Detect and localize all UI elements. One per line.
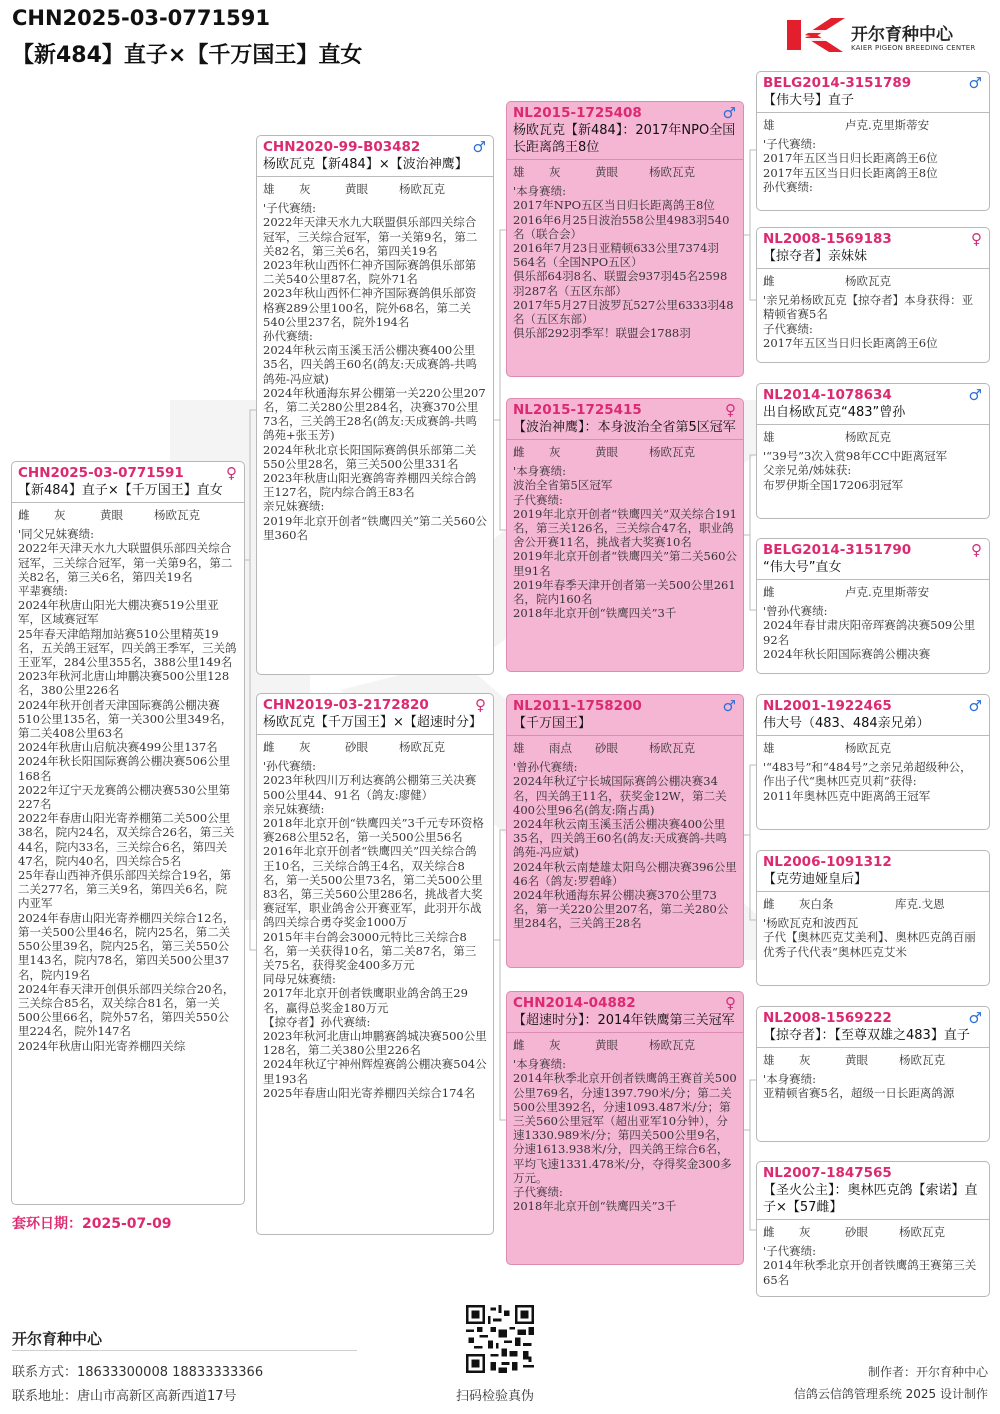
pigeon-card-ssd[interactable] — [756, 227, 990, 363]
pigeon-attributes — [763, 741, 983, 755]
pigeon-card-sss[interactable] — [756, 71, 990, 211]
eye-attr: 砂眼 — [595, 741, 618, 755]
color-attr: 灰 — [799, 1225, 811, 1239]
pigeon-name: 【克劳迪娅皇后】 — [763, 872, 868, 887]
strain-attr: 杨欧瓦克 — [845, 274, 891, 288]
pigeon-detail: '“39号”3次入赏98年CC中距离冠军 父亲兄弟/姊妹获: 布罗伊斯全国17206羽冠军 — [763, 449, 948, 492]
pigeon-attributes — [513, 165, 737, 179]
pigeon-name: 杨欧瓦克【新484】×【波治神鹰】 — [263, 157, 468, 172]
brand-name-en: KAIER PIGEON BREEDING CENTER — [851, 44, 976, 52]
strain-attr: 杨欧瓦克 — [649, 445, 695, 459]
pigeon-name: 杨欧瓦克【新484】：2017年NPO全国长距离鸽王8位 — [513, 123, 736, 155]
ring-date: 套环日期：2025-07-09 — [12, 1216, 172, 1232]
ring-number: NL2011-1758200 — [513, 698, 642, 714]
pigeon-card-sire[interactable] — [256, 135, 494, 675]
pigeon-name: 【超速时分】：2014年铁鹰第三关冠军 — [513, 1013, 735, 1028]
strain-attr: 库克.戈恩 — [895, 897, 945, 911]
pigeon-detail: '孙代赛绩: 2023年秋四川万利达赛鸽公棚第三关决赛500公里44、91名（鸽友:廖健） 亲兄妹赛绩: 2018年北京开创“铁鹰四关”3千元专环资格赛268公里52名，第一关500公里56名 2016年北京开创者“铁鹰四关”四关综合鸽王10名，三关综合鸽王4名，双关综合8名，第一关500公里73名，第二关500公里83名，第三关560公里286名，挑战者大奖赛冠军，职业鸽舍公开赛亚军，此羽开尓战鸽四关综合勇夺奖金1000万 2015年丰台鸽会3000元特比三关综合8名，第一关获得10名，第二关87名，第三关75名，获得奖金400多万元 同母兄妹赛绩: 2017年北京开创者铁鹰职业鸽舍鸽王29名，赢得总奖金180万元 【掠夺者】孙代赛绩: 2023年秋河北唐山坤鹏赛鸽城决赛500公里128名，第二关380公里226名 2024年秋辽宁神州辉煌赛鸽公棚决赛504公里193名 2025年春唐山阳光寄养棚四关综合174名 — [263, 759, 487, 1100]
strain-attr: 卢克.克里斯蒂安 — [845, 585, 930, 599]
pigeon-attributes — [263, 182, 487, 196]
female-icon: ♀ — [226, 464, 237, 482]
sex-attr: 雄 — [763, 430, 775, 444]
strain-attr: 杨欧瓦克 — [649, 741, 695, 755]
strain-attr: 杨欧瓦克 — [649, 165, 695, 179]
color-attr: 灰 — [299, 740, 311, 754]
pigeon-detail: '子代赛绩: 2022年天津天水九大联盟俱乐部四关综合冠军，三关综合冠军，第一关第9名，第二关82名，第三关6名，第四关19名 2023年秋山西怀仁神齐国际赛鸽俱乐部第二关540公里87名，院外71名 2023年秋山西怀仁神齐国际赛鸽俱乐部资格赛289公里100名，院外68名，第二关540公里237名，院外194名 孙代赛绩: 2024年秋云南玉溪玉活公棚决赛400公里35名，四关鸽王60名(鸽友:天成赛鸽-共鸣鸽苑-冯应斌) 2024年秋通海东昇公棚第一关220公里207名，第二关280公里284名，决赛370公里73名，三关鸽王28名(鸽友:天成赛鸽-共鸣鸽苑+张玉芳) 2024年秋北京长阳国际赛鸽俱乐部第二关550公里28名，第三关500公里331名 2023年秋唐山阳光赛鸽寄养棚四关综合鸽王127名，院内综合鸽王83名 亲兄妹赛绩: 2019年北京开创者“铁鹰四关”第二关560公里360名 — [263, 201, 487, 542]
eye-attr: 砂眼 — [845, 1225, 868, 1239]
brand-name-cn: 开尔育种中心 — [851, 25, 953, 45]
footer-divider — [12, 1350, 357, 1351]
pedigree-title: 【新484】直子×【千万国王】直女 — [12, 43, 363, 68]
ring-number: NL2015-1725415 — [513, 402, 642, 418]
pigeon-card-dds[interactable] — [756, 1006, 990, 1142]
sex-attr: 雌 — [18, 508, 30, 522]
pigeon-card-subject[interactable] — [11, 461, 245, 1205]
sex-attr: 雄 — [763, 118, 775, 132]
eye-attr: 黄眼 — [345, 182, 368, 196]
pigeon-name: 【掠夺者】亲妹妹 — [763, 249, 868, 264]
strain-attr: 卢克.克里斯蒂安 — [845, 118, 930, 132]
color-attr: 灰 — [799, 1053, 811, 1067]
pigeon-name: 【新484】直子×【千万国王】直女 — [18, 483, 223, 498]
pigeon-card-dam-sire[interactable] — [506, 694, 744, 968]
footer-system: 信鸽云信鸽管理系统 2025 设计制作 — [793, 1387, 988, 1401]
pigeon-attributes — [763, 274, 983, 288]
ring-number: BELG2014-3151790 — [763, 542, 912, 558]
footer-address: 联系地址：唐山市高新区高新西道17号 — [12, 1389, 237, 1404]
male-icon: ♂ — [722, 697, 736, 715]
pedigree-ring-number: CHN2025-03-0771591 — [12, 6, 270, 30]
color-attr: 灰 — [549, 445, 561, 459]
sex-attr: 雌 — [763, 274, 775, 288]
pigeon-card-sds[interactable] — [756, 383, 990, 519]
pigeon-name: 【千万国王】 — [513, 716, 592, 731]
pigeon-detail: '“483号”和“484号”之亲兄弟超级种公，作出子代“奥林匹克贝莉”获得: 2011年奥林匹克中距离鸽王冠军 — [763, 760, 972, 803]
pigeon-attributes — [513, 1038, 737, 1052]
pigeon-detail: '曾孙代赛绩: 2024年秋辽宁长城国际赛鸽公棚决赛34名，四关鸽王11名，获奖金12W，第二关400公里96名(鸽友:隋占禹) 2024年秋云南玉溪玉活公棚决赛400公里35名，四关鸽王60名(鸽友:天成赛鸽-共鸣鸽苑-冯应斌) 2024年秋云南楚雄太阳鸟公棚决赛396公里46名（鸽友:罗碧峰） 2024年秋通海东昇公棚决赛370公里73名，第一关220公里207名，第二关280公里284名，三关鸽王28名 — [513, 760, 737, 931]
pigeon-card-dss[interactable] — [756, 694, 990, 830]
footer-maker: 制作者：开尔育种中心 — [867, 1365, 988, 1379]
pigeon-card-sire-dam[interactable] — [506, 398, 744, 672]
ring-number: CHN2025-03-0771591 — [18, 465, 184, 481]
pigeon-attributes — [513, 445, 737, 459]
pigeon-detail: '子代赛绩: 2014年秋季北京开创者铁鹰鸽王赛第三关65名 — [763, 1244, 977, 1287]
sex-attr: 雌 — [763, 897, 775, 911]
strain-attr: 杨欧瓦克 — [154, 508, 200, 522]
sex-attr: 雄 — [513, 741, 525, 755]
female-icon: ♀ — [971, 541, 982, 559]
ring-number: BELG2014-3151789 — [763, 75, 912, 91]
pigeon-detail: '亲兄弟杨欧瓦克【掠夺者】本身获得：亚精顿省赛5名 子代赛绩: 2017年五区当日归长距离鸽王6位 — [763, 293, 974, 350]
strain-attr: 杨欧瓦克 — [845, 741, 891, 755]
color-attr: 灰 — [299, 182, 311, 196]
pigeon-detail: '子代赛绩: 2017年五区当日归长距离鸽王6位 2017年五区当日归长距离鸽王8位 孙代赛绩: — [763, 137, 938, 194]
pigeon-card-ddd[interactable] — [756, 1161, 990, 1297]
pigeon-detail: '曾孙代赛绩: 2024年春甘肃庆阳帝珲赛鸽决赛509公里92名 2024年秋长阳国际赛鸽公棚决赛 — [763, 604, 976, 661]
pigeon-name: 【波治神鹰】：本身波治全省第5区冠军 — [513, 420, 736, 435]
eye-attr: 黄眼 — [845, 1053, 868, 1067]
pigeon-name: 杨欧瓦克【千万国王】×【超速时分】 — [263, 715, 482, 730]
pigeon-attributes — [763, 118, 983, 132]
pigeon-attributes — [18, 508, 238, 522]
male-icon: ♂ — [968, 74, 982, 92]
pigeon-detail: '本身赛绩: 2017年NPO五区当日归长距离鸽王8位 2016年6月25日波治558公里4983羽540名（联合会） 2016年7月23日亚精顿633公里7374羽564名（全国NPO五区） 俱乐部64羽8名、联盟会937羽45名2598羽287名（五区东部） 2017年5月27日波罗瓦527公里6333羽48名（五区东部） 俱乐部292羽季军！联盟会1788羽 — [513, 184, 734, 341]
strain-attr: 杨欧瓦克 — [899, 1225, 945, 1239]
ring-number: NL2001-1922465 — [763, 698, 892, 714]
color-attr: 灰 — [54, 508, 66, 522]
female-icon: ♀ — [475, 696, 486, 714]
pigeon-attributes — [513, 741, 737, 755]
sex-attr: 雌 — [263, 740, 275, 754]
male-icon: ♂ — [722, 104, 736, 122]
strain-attr: 杨欧瓦克 — [399, 182, 445, 196]
sex-attr: 雌 — [763, 1225, 775, 1239]
male-icon: ♂ — [968, 386, 982, 404]
sex-attr: 雌 — [763, 585, 775, 599]
strain-attr: 杨欧瓦克 — [399, 740, 445, 754]
male-icon: ♂ — [968, 697, 982, 715]
ring-number: NL2015-1725408 — [513, 105, 642, 121]
pigeon-attributes — [263, 740, 487, 754]
pigeon-detail: '本身赛绩: 波治全省第5区冠军 子代赛绩: 2019年北京开创者“铁鹰四关”双关综合191名，第三关126名，三关综合47名，职业鸽舍公开赛11名，挑战者大奖赛10名 2019年北京开创者“铁鹰四关”第二关560公里91名 2019年春季天津开创者第一关500公里261名，院内160名 2018年北京开创“铁鹰四关”3千 — [513, 464, 737, 621]
strain-attr: 杨欧瓦克 — [845, 430, 891, 444]
pigeon-name: 伟大号（483、484亲兄弟） — [763, 716, 930, 731]
pigeon-attributes — [763, 430, 983, 444]
ring-number: NL2007-1847565 — [763, 1165, 892, 1181]
pigeon-attributes — [763, 585, 983, 599]
pigeon-detail: '杨欧瓦克和波西瓦 子代【奥林匹克艾美利】、奥林匹克鸽百丽 优秀子代代表“奥林匹克艾米 — [763, 916, 976, 959]
strain-attr: 杨欧瓦克 — [649, 1038, 695, 1052]
sex-attr: 雄 — [763, 741, 775, 755]
eye-attr: 黄眼 — [595, 445, 618, 459]
color-attr: 灰 — [549, 165, 561, 179]
eye-attr: 砂眼 — [345, 740, 368, 754]
sex-attr: 雌 — [513, 445, 525, 459]
ring-number: NL2014-1078634 — [763, 387, 892, 403]
pigeon-card-dam[interactable] — [256, 693, 494, 1235]
ring-number: CHN2014-04882 — [513, 995, 636, 1011]
sex-attr: 雄 — [513, 165, 525, 179]
female-icon: ♀ — [725, 994, 736, 1012]
male-icon: ♂ — [472, 138, 486, 156]
ring-number: NL2008-1569222 — [763, 1010, 892, 1026]
eye-attr: 黄眼 — [595, 165, 618, 179]
pigeon-card-dam-dam[interactable] — [506, 991, 744, 1265]
ring-number: CHN2020-99-B03482 — [263, 139, 421, 155]
pigeon-attributes — [763, 1225, 983, 1239]
pigeon-detail: '本身赛绩: 亚精顿省赛5名，超级一日长距离鸽源 — [763, 1072, 955, 1101]
pigeon-name: 【掠夺者】：【至尊双雄之483】直子 — [763, 1028, 970, 1043]
color-attr: 灰白条 — [799, 897, 834, 911]
ring-number: NL2008-1569183 — [763, 231, 892, 247]
pigeon-name: 【圣火公主】：奥林匹克鸽【索诺】直子×【57雌】 — [763, 1183, 978, 1215]
pigeon-name: 出自杨欧瓦克“483”曾孙 — [763, 405, 906, 420]
sex-attr: 雌 — [513, 1038, 525, 1052]
eye-attr: 黄眼 — [595, 1038, 618, 1052]
female-icon: ♀ — [971, 230, 982, 248]
ring-number: NL2006-1091312 — [763, 854, 892, 870]
eye-attr: 黄眼 — [100, 508, 123, 522]
color-attr: 雨点 — [549, 741, 572, 755]
female-icon: ♀ — [725, 401, 736, 419]
pigeon-detail: '本身赛绩: 2014年秋季北京开创者铁鹰鸽王赛首关500公里769名，分速1397.790米/分；第二关500公里392名，分速1093.487米/分；第三关560公里冠军（超出亚军10分钟），分速1330.989米/分；第四关500公里9名，分速1613.938米/分，四关鸽王综合6名，平均飞速1331.478米/分，夺得奖金300多万元。 子代赛绩: 2018年北京开创“铁鹰四关”3千 — [513, 1057, 737, 1214]
sex-attr: 雄 — [763, 1053, 775, 1067]
footer-company: 开尔育种中心 — [12, 1330, 103, 1348]
pigeon-card-sire-sire[interactable] — [506, 101, 744, 377]
color-attr: 灰 — [549, 1038, 561, 1052]
pigeon-attributes — [763, 897, 983, 911]
qr-caption: 扫码检验真伪 — [456, 1389, 535, 1404]
strain-attr: 杨欧瓦克 — [899, 1053, 945, 1067]
pigeon-attributes — [763, 1053, 983, 1067]
pigeon-detail: '同父兄妹赛绩: 2022年天津天水九大联盟俱乐部四关综合冠军，三关综合冠军，第一关第9名，第二关82名，第三关6名，第四关19名 平辈赛绩: 2024年秋唐山阳光大棚决赛519公里亚军，区域赛冠军 25年春天津皓翔加站赛510公里精英19名，五关鸽王冠军，四关鸽王季军，三关鸽王亚军，284公里355名，388公里149名 2023年秋河北唐山坤鹏决赛500公里128名，380公里226名 2024年秋开创者天津国际赛鸽公棚决赛510公里135名，第一关300公里349名，第二关408公里63名 2024年秋唐山启航决赛499公里137名 2024年秋长阳国际赛鸽公棚决赛506公里168名 2022年辽宁天龙赛鸽公棚决赛530公里第227名 2022年春唐山阳光寄养棚第二关500公里38名，院内24名，双关综合26名，第三关44名，院内33名，三关综合6名，第四关47名，院内40名，四关综合5名 25年春山西神齐俱乐部四关综合19名，第二关277名，第三关9名，第四关6名，院内亚军 2024年春唐山阳光寄养棚四关综合12名，第一关500公里46名，院内25名，第二关550公里39名，院内25名，第三关550公里143名，院内78名，第四关500公里37名，院内19名 2024年春天津开创俱乐部四关综合20名，三关综合85名，双关综合81名，第一关500公里66名，院外57名，第四关550公里224名，院外147名 2024年秋唐山阳光寄养棚四关综 — [18, 527, 237, 1053]
sex-attr: 雄 — [263, 182, 275, 196]
pigeon-name: 【伟大号】直子 — [763, 93, 855, 108]
qr-code-icon[interactable] — [466, 1305, 534, 1373]
ring-number: CHN2019-03-2172820 — [263, 697, 429, 713]
pigeon-card-sdd[interactable] — [756, 538, 990, 674]
male-icon: ♂ — [968, 1009, 982, 1027]
pigeon-card-dsd[interactable] — [756, 850, 990, 986]
footer-contact: 联系方式：18633300008 18833333366 — [12, 1365, 264, 1380]
pigeon-name: “伟大号”直女 — [763, 560, 842, 575]
